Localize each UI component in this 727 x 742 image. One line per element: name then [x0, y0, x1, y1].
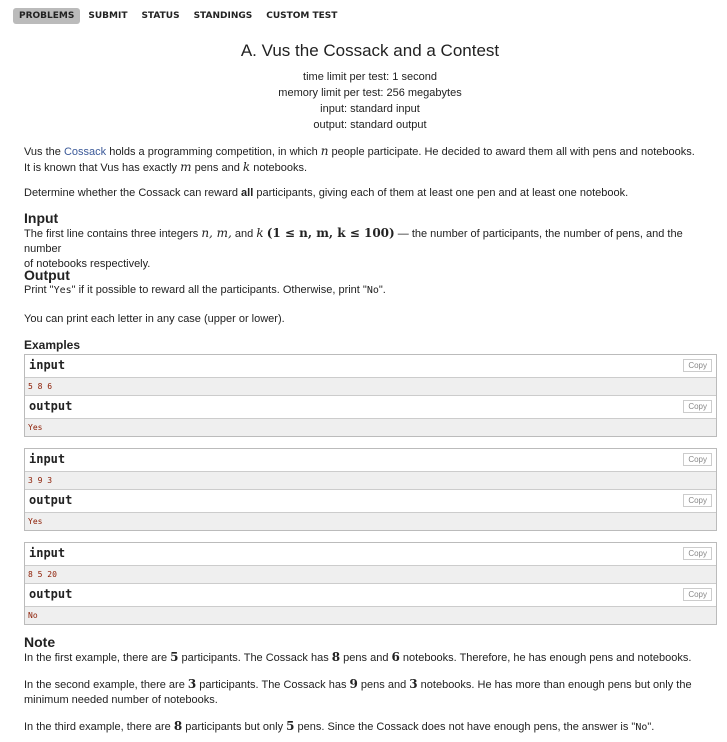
- statement-p2: [24, 160, 720, 176]
- text: Print ": [24, 284, 54, 296]
- text: notebooks. Therefore, he has enough pens and notebooks.: [399, 652, 692, 664]
- text: notebooks. He has more than enough pens but only the: [417, 679, 692, 691]
- problem-title: A. Vus the Cossack and a Contest: [240, 41, 500, 60]
- input-file: input: standard input: [320, 103, 420, 115]
- no-literal: No: [366, 285, 379, 296]
- example-input-header: [25, 543, 716, 566]
- output-heading: Output: [24, 267, 70, 283]
- statement-p1: [24, 144, 720, 160]
- text: It is known that Vus has exactly: [24, 162, 181, 174]
- num: 6: [391, 650, 400, 664]
- nav-problems[interactable]: PROBLEMS: [13, 8, 80, 24]
- statement: [24, 144, 720, 176]
- var-m: m: [180, 160, 192, 174]
- var-k: k: [242, 160, 251, 174]
- num: 5: [170, 650, 179, 664]
- input-label: input: [29, 452, 66, 466]
- output-label: output: [29, 493, 73, 507]
- input-section: [24, 211, 720, 272]
- text: pens and: [340, 652, 392, 664]
- time-limit: time limit per test: 1 second: [303, 71, 437, 83]
- statement-p3: [24, 186, 720, 201]
- cossack-link[interactable]: Cossack: [63, 146, 107, 158]
- text: In the first example, there are: [24, 652, 171, 664]
- num: 3: [187, 677, 197, 691]
- text: notebooks.: [250, 162, 308, 174]
- num: 8: [173, 719, 183, 733]
- nav-custom-test[interactable]: CUSTOM TEST: [266, 11, 338, 21]
- text: pens and: [191, 162, 243, 174]
- example-output-header: [25, 396, 716, 419]
- copy-input-button[interactable]: Copy: [683, 453, 712, 466]
- var-k: k: [256, 226, 264, 240]
- example-output-value: Yes: [25, 419, 716, 436]
- example-input-header: [25, 449, 716, 472]
- copy-output-button[interactable]: Copy: [683, 588, 712, 601]
- text: participants. The Cossack has: [196, 679, 350, 691]
- output-text: [24, 283, 720, 298]
- example-input-value: 5 8 6: [25, 378, 716, 396]
- text: The first line contains three integers: [24, 228, 202, 240]
- copy-output-button[interactable]: Copy: [683, 400, 712, 413]
- example-input-value: 3 9 3: [25, 472, 716, 490]
- example-output-header: [25, 490, 716, 513]
- output-case-note: You can print each letter in any case (upper or lower).: [24, 313, 285, 325]
- text: pens and: [357, 679, 410, 691]
- input-label: input: [29, 358, 66, 372]
- copy-input-button[interactable]: Copy: [683, 359, 712, 372]
- input-heading: Input: [24, 210, 59, 226]
- num: 3: [409, 677, 418, 691]
- output-label: output: [29, 399, 73, 413]
- example-output-header: [25, 584, 716, 607]
- text: and: [231, 228, 257, 240]
- text: In the third example, there are: [24, 721, 174, 733]
- text: ".: [647, 721, 655, 733]
- yes-literal: Yes: [53, 285, 72, 296]
- text: Vus the: [24, 146, 64, 158]
- note-line-2: [24, 677, 720, 708]
- text: participants but only: [182, 721, 287, 733]
- input-label: input: [29, 546, 66, 560]
- input-text-2: of notebooks respectively.: [24, 258, 151, 270]
- example-input-value: 8 5 20: [25, 566, 716, 584]
- var-n: n: [320, 144, 329, 158]
- note-section: [24, 635, 720, 735]
- bold-all: all: [241, 187, 254, 199]
- text: Determine whether the Cossack can reward: [24, 187, 242, 199]
- examples-heading: Examples: [24, 338, 81, 352]
- text: ".: [378, 284, 386, 296]
- memory-limit: memory limit per test: 256 megabytes: [278, 87, 462, 99]
- num: 8: [331, 650, 341, 664]
- vars: n, m,: [201, 226, 232, 240]
- text: participants, giving each of them at least one pen and at least one notebook.: [253, 187, 629, 199]
- text: In the second example, there are: [24, 679, 188, 691]
- example-3: [24, 542, 717, 625]
- example-output-value: No: [25, 607, 716, 624]
- note-line-3: [24, 719, 720, 735]
- problem-limits: [0, 69, 727, 133]
- num: 9: [349, 677, 358, 691]
- input-text: [24, 226, 720, 257]
- text: pens. Since the Cossack does not have enough pens, the answer is ": [294, 721, 636, 733]
- output-file: output: standard output: [313, 119, 427, 131]
- note-heading: Note: [24, 634, 56, 650]
- copy-input-button[interactable]: Copy: [683, 547, 712, 560]
- example-output-value: Yes: [25, 513, 716, 530]
- num: 5: [286, 719, 295, 733]
- copy-output-button[interactable]: Copy: [683, 494, 712, 507]
- text: people participate. He decided to award them all with pens and notebooks.: [328, 146, 695, 158]
- output-section: [24, 268, 720, 298]
- text: — the number of participants, the number of pens, and the number: [24, 228, 683, 255]
- text: holds a programming competition, in which: [106, 146, 321, 158]
- constraint: (1 ≤ n, m, k ≤ 100): [266, 226, 395, 240]
- top-nav: [13, 8, 345, 24]
- nav-submit[interactable]: SUBMIT: [88, 11, 128, 21]
- nav-status[interactable]: STATUS: [141, 11, 180, 21]
- text: participants. The Cossack has: [178, 652, 332, 664]
- example-input-header: [25, 355, 716, 378]
- no-literal: No: [635, 722, 648, 733]
- output-label: output: [29, 587, 73, 601]
- text: minimum needed number of notebooks.: [24, 694, 218, 706]
- note-line-1: [24, 650, 720, 666]
- text: " if it possible to reward all the participants. Otherwise, print ": [71, 284, 367, 296]
- example-1: [24, 354, 717, 437]
- example-2: [24, 448, 717, 531]
- nav-standings[interactable]: STANDINGS: [193, 11, 253, 21]
